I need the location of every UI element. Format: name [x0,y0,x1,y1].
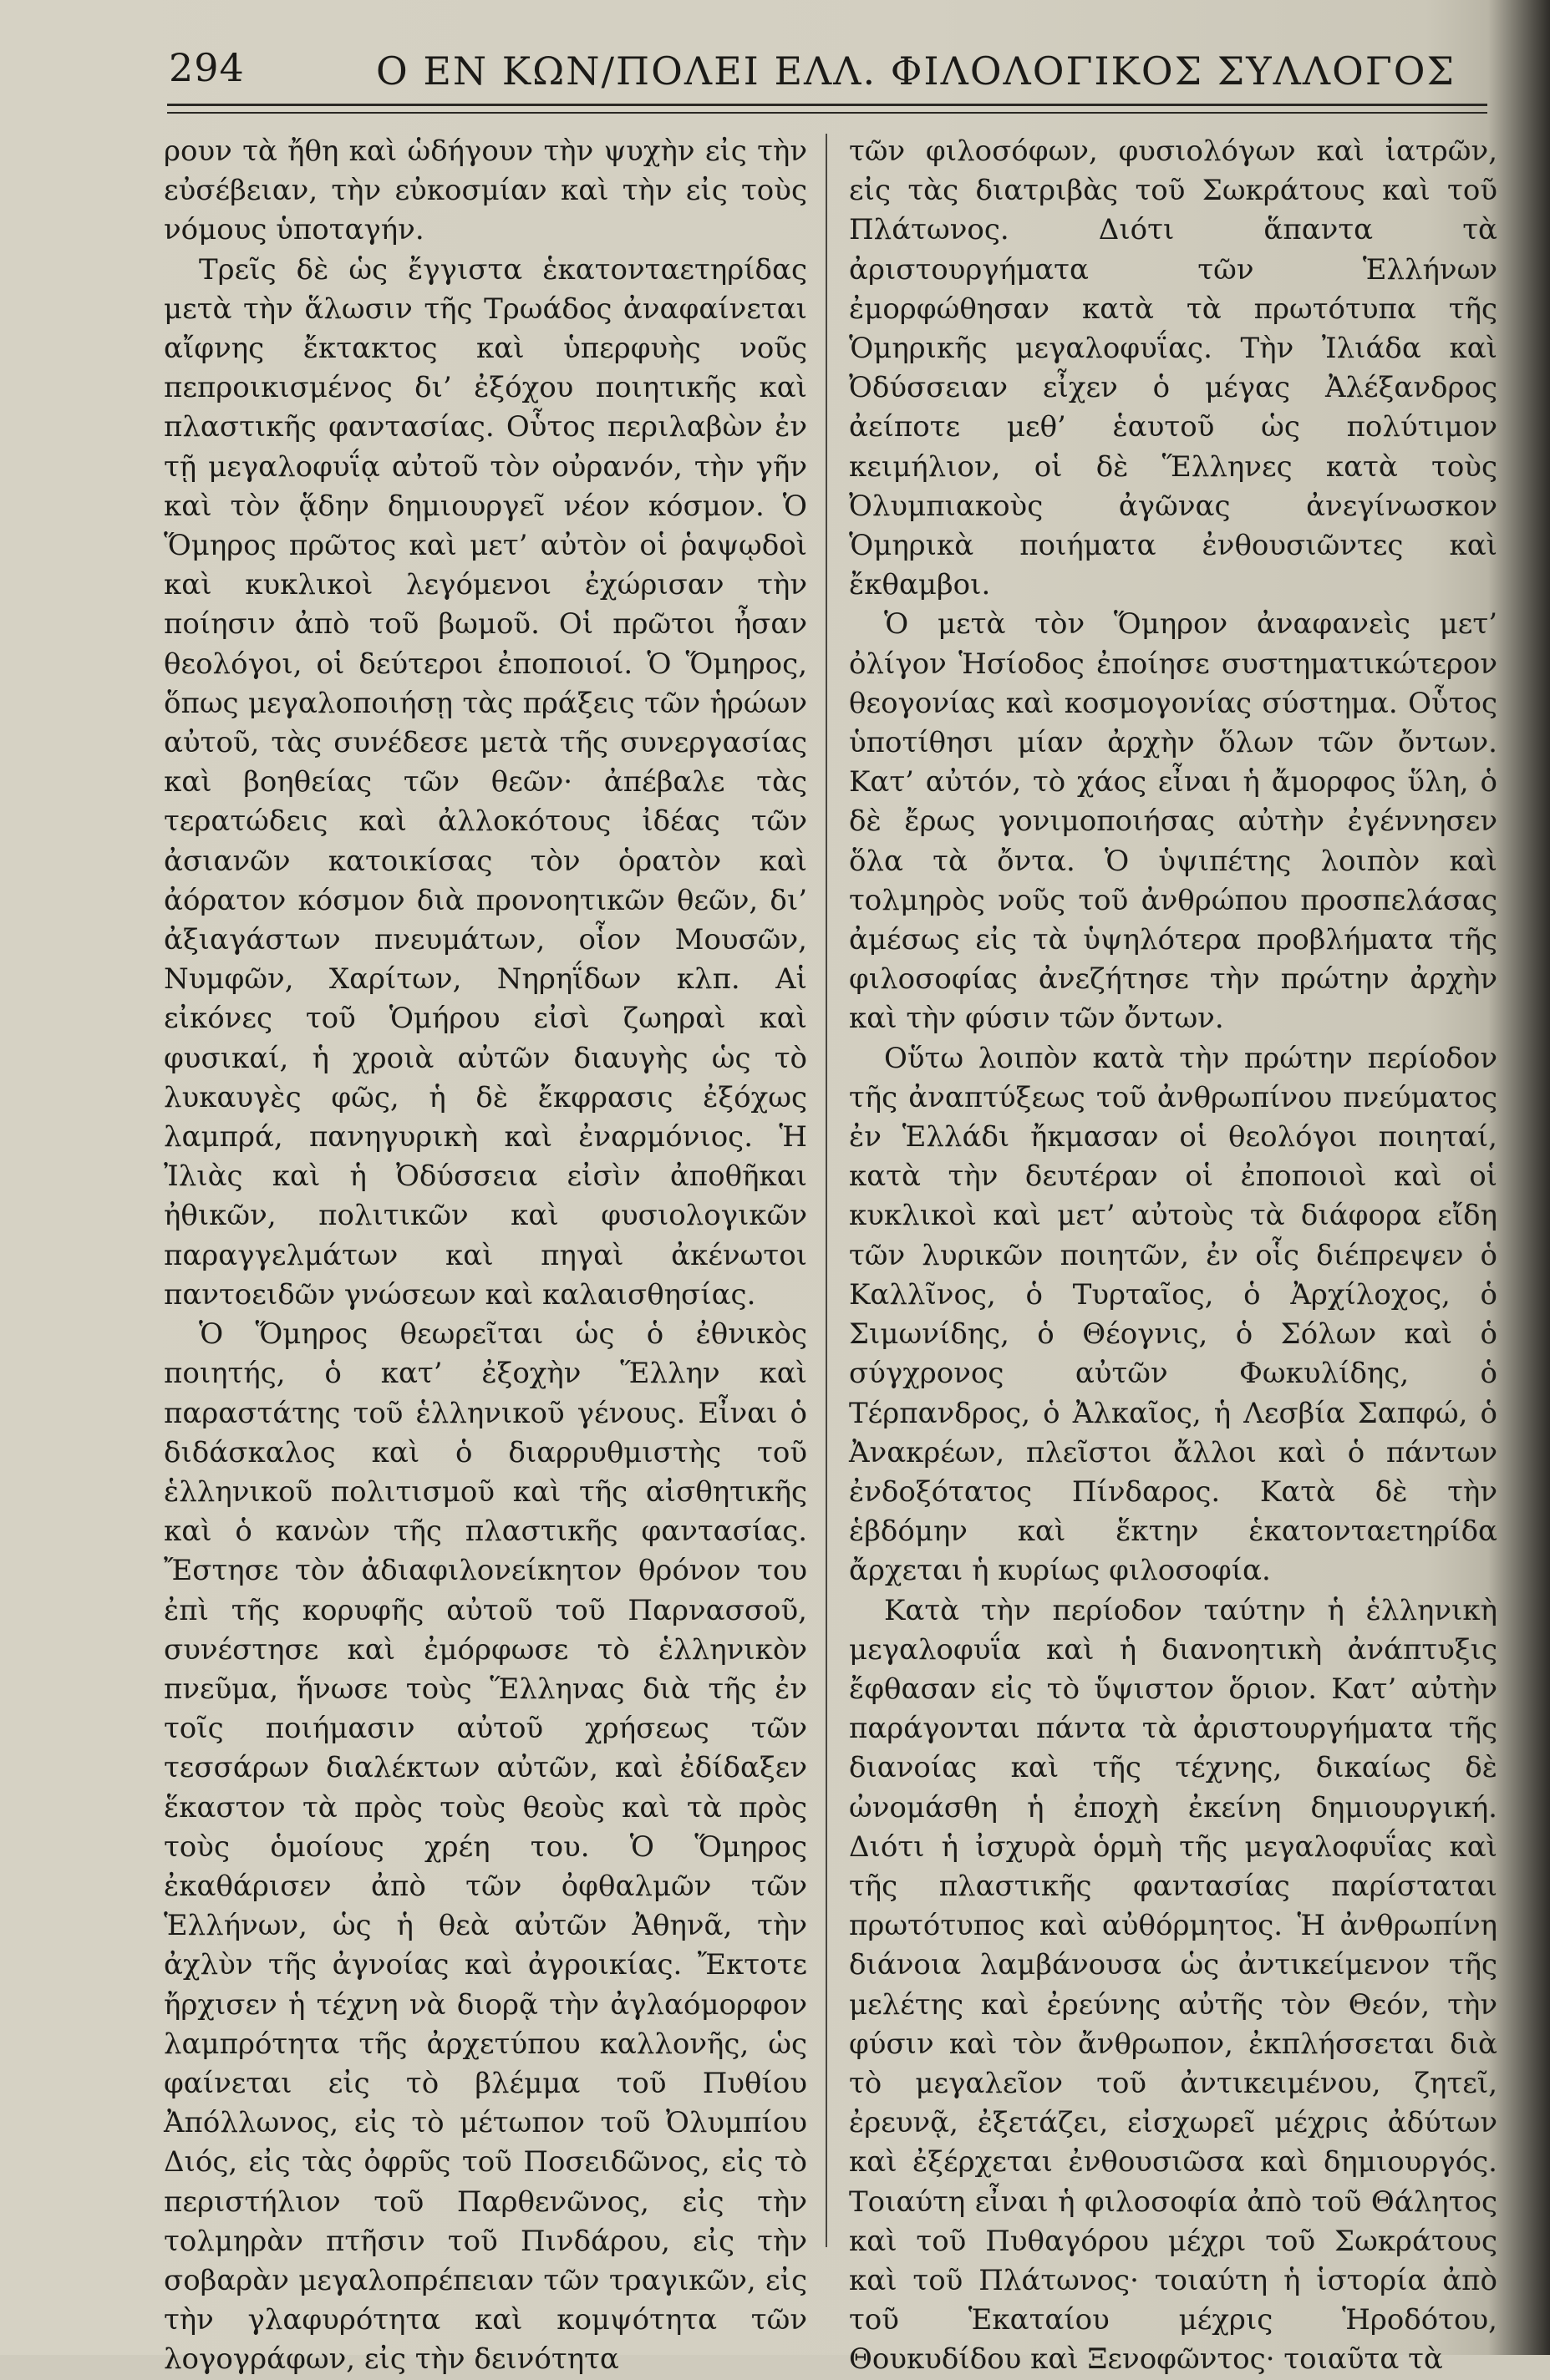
header-rule [167,104,1487,106]
paragraph: τῶν φιλοσόφων, φυσιολόγων καὶ ἰατρῶν, εἰς τὰς διατριβὰς τοῦ Σωκράτους καὶ τοῦ Πλάτωνος. Διότι ἅπαντα τὰ ἀριστουργήματα τῶν Ἑλλήνων ἐμορφώθησαν κατὰ τὰ πρωτότυπα τῆς Ὁμηρικῆς μεγαλοφυΐας. Τὴν Ἰλιάδα καὶ Ὀδύσσειαν εἶχεν ὁ μέγας Ἀλέξανδρος ἀείποτε μεθ’ ἑαυτοῦ ὡς πολύτιμον κειμήλιον, οἱ δὲ Ἕλληνες κατὰ τοὺς Ὀλυμπιακοὺς ἀγῶνας ἀνεγίνωσκον Ὁμηρικὰ ποιήματα ἐνθουσιῶντες καὶ ἔκθαμβοι. [849,134,1497,602]
header-rule-double [167,112,1487,114]
page-number: 294 [169,45,245,90]
paragraph: Κατὰ τὴν περίοδον ταύτην ἡ ἑλληνικὴ μεγαλοφυΐα καὶ ἡ διανοητικὴ ἀνάπτυξις ἔφθασαν εἰς τὸ ὕψιστον ὅριον. Κατ’ αὐτὴν παράγονται πάντα τὰ ἀριστουργήματα τῆς διανοίας καὶ τῆς τέχνης, δικαίως δὲ ὠνομάσθη ἡ ἐποχὴ ἐκείνη δημιουργική. Διότι ἡ ἰσχυρὰ ὁρμὴ τῆς μεγαλοφυΐας καὶ τῆς πλαστικῆς φαντασίας παρίσταται πρωτότυπος καὶ αὐθόρμητος. Ἡ ἀνθρωπίνη διάνοια λαμβάνουσα ὡς ἀντικείμενον τῆς μελέτης καὶ ἐρεύνης αὐτῆς τὸν Θεόν, τὴν φύσιν καὶ τὸν ἄνθρωπον, ἐκπλήσσεται διὰ τὸ μεγαλεῖον τοῦ ἀντικειμένου, ζητεῖ, ἐρευνᾷ, ἐξετάζει, εἰσχωρεῖ μέχρις ἀδύτων καὶ ἐξέρχεται ἐνθουσιῶσα καὶ δημιουργός. Τοιαύτη εἶναι ἡ φιλοσοφία ἀπὸ τοῦ Θάλητος καὶ τοῦ Πυθαγόρου μέχρι τοῦ Σωκράτους καὶ τοῦ Πλάτωνος· τοιαύτη ἡ ἱστορία ἀπὸ τοῦ Ἑκαταίου μέχρις Ἡροδότου, Θουκυδίδου καὶ Ξενοφῶντος· τοιαῦτα τὰ [849,1593,1497,2377]
page-header [159,40,1471,107]
paragraph: Ὁ μετὰ τὸν Ὅμηρον ἀναφανεὶς μετ’ ὀλίγον Ἡσίοδος ἐποίησε συστηματικώτερον θεογονίας καὶ κοσμογονίας σύστημα. Οὗτος ὑποτίθησι μίαν ἀρχὴν ὅλων τῶν ὄντων. Κατ’ αὐτόν, τὸ χάος εἶναι ἡ ἄμορφος ὕλη, ὁ δὲ ἔρως γονιμοποιήσας αὐτὴν ἐγέννησεν ὅλα τὰ ὄντα. Ὁ ὑψιπέτης λοιπὸν καὶ τολμηρὸς νοῦς τοῦ ἀνθρώπου προσπελάσας ἀμέσως εἰς τὰ ὑψηλότερα προβλήματα τῆς φιλοσοφίας ἀνεζήτησε τὴν πρώτην ἀρχὴν καὶ τὴν φύσιν τῶν ὄντων. [849,607,1497,1036]
running-title: Ο ΕΝ ΚΩΝ/ΠΟΛΕΙ ΕΛΛ. ΦΙΛΟΛΟΓΙΚΟΣ ΣΥΛΛΟΓΟΣ [376,48,1456,94]
paragraph: Ὁ Ὅμηρος θεωρεῖται ὡς ὁ ἐθνικὸς ποιητής, ὁ κατ’ ἐξοχὴν Ἕλλην καὶ παραστάτης τοῦ ἑλληνικοῦ γένους. Εἶναι ὁ διδάσκαλος καὶ ὁ διαρρυθμιστὴς τοῦ ἑλληνικοῦ πολιτισμοῦ καὶ τῆς αἰσθητικῆς καὶ ὁ κανὼν τῆς πλαστικῆς φαντασίας. Ἔστησε τὸν ἀδιαφιλονείκητον θρόνον του ἐπὶ τῆς κορυφῆς αὐτοῦ τοῦ Παρνασσοῦ, συνέστησε καὶ ἐμόρφωσε τὸ ἑλληνικὸν πνεῦμα, ἥνωσε τοὺς Ἕλληνας διὰ τῆς ἐν τοῖς ποιήμασιν αὐτοῦ χρήσεως τῶν τεσσάρων διαλέκτων αὐτῶν, καὶ ἐδίδαξεν ἕκαστον τὰ πρὸς τοὺς θεοὺς καὶ τὰ πρὸς τοὺς ὁμοίους χρέη του. Ὁ Ὅμηρος ἐκαθάρισεν ἀπὸ τῶν ὀφθαλμῶν τῶν Ἑλλήνων, ὡς ἡ θεὰ αὐτῶν Ἀθηνᾶ, τὴν ἀχλὺν τῆς ἀγνοίας καὶ ἀγροικίας. Ἔκτοτε ἤρχισεν ἡ τέχνη νὰ διορᾷ τὴν ἀγλαόμορφον λαμπρότητα τῆς ἀρχετύπου καλλονῆς, ὡς φαίνεται εἰς τὸ βλέμμα τοῦ Πυθίου Ἀπόλλωνος, εἰς τὸ μέτωπον τοῦ Ὀλυμπίου Διός, εἰς τὰς ὀφρῦς τοῦ Ποσειδῶνος, εἰς τὸ περιστήλιον τοῦ Παρθενῶνος, εἰς τὴν τολμηρὰν πτῆσιν τοῦ Πινδάρου, εἰς τὴν σοβαρὰν μεγαλοπρέπειαν τῶν τραγικῶν, εἰς τὴν γλαφυρότητα καὶ κομψότητα τῶν λογογράφων, εἰς τὴν δεινότητα [164,1317,807,2377]
left-column [164,132,807,2380]
paragraph: Οὕτω λοιπὸν κατὰ τὴν πρώτην περίοδον τῆς ἀναπτύξεως τοῦ ἀνθρωπίνου πνεύματος ἐν Ἑλλάδι ἤκμασαν οἱ θεολόγοι ποιηταί, κατὰ τὴν δευτέραν οἱ ἐποποιοὶ καὶ οἱ κυκλικοὶ καὶ μετ’ αὐτοὺς τὰ διάφορα εἴδη τῶν λυρικῶν ποιητῶν, ἐν οἷς διέπρεψεν ὁ Καλλῖνος, ὁ Τυρταῖος, ὁ Ἀρχίλοχος, ὁ Σιμωνίδης, ὁ Θέογνις, ὁ Σόλων καὶ ὁ σύγχρονος αὐτῶν Φωκυλίδης, ὁ Τέρπανδρος, ὁ Ἀλκαῖος, ἡ Λεσβία Σαπφώ, ὁ Ἀνακρέων, πλεῖστοι ἄλλοι καὶ ὁ πάντων ἐνδοξότατος Πίνδαρος. Κατὰ δὲ τὴν ἑβδόμην καὶ ἕκτην ἑκατονταετηρίδα ἄρχεται ἡ κυρίως φιλοσοφία. [849,1041,1497,1588]
column-divider [826,134,827,2247]
paragraph: ρουν τὰ ἤθη καὶ ὡδήγουν τὴν ψυχὴν εἰς τὴν εὐσέβειαν, τὴν εὐκοσμίαν καὶ τὴν εἰς τοὺς νόμους ὑποταγήν. [164,134,807,247]
paragraph: Τρεῖς δὲ ὡς ἔγγιστα ἑκατονταετηρίδας μετὰ τὴν ἅλωσιν τῆς Τρωάδος ἀναφαίνεται αἴφνης ἔκτακτος καὶ ὑπερφυὴς νοῦς πεπροικισμένος δι’ ἐξόχου ποιητικῆς καὶ πλαστικῆς φαντασίας. Οὗτος περιλαβὼν ἐν τῇ μεγαλοφυΐᾳ αὐτοῦ τὸν οὐρανόν, τὴν γῆν καὶ τὸν ᾅδην δημιουργεῖ νέον κόσμον. Ὁ Ὅμηρος πρῶτος καὶ μετ’ αὐτὸν οἱ ῥαψῳδοὶ καὶ κυκλικοὶ λεγόμενοι ἐχώρισαν τὴν ποίησιν ἀπὸ τοῦ βωμοῦ. Οἱ πρῶτοι ἦσαν θεολόγοι, οἱ δεύτεροι ἐποποιοί. Ὁ Ὅμηρος, ὅπως μεγαλοποιήσῃ τὰς πράξεις τῶν ἡρώων αὐτοῦ, τὰς συνέδεσε μετὰ τῆς συνεργασίας καὶ βοηθείας τῶν θεῶν· ἀπέβαλε τὰς τερατώδεις καὶ ἀλλοκότους ἰδέας τῶν ἀσιανῶν κατοικίσας τὸν ὁρατὸν καὶ ἀόρατον κόσμον διὰ προνοητικῶν θεῶν, δι’ ἀξιαγάστων πνευμάτων, οἷον Μουσῶν, Νυμφῶν, Χαρίτων, Νηρηΐδων κλπ. Αἱ εἰκόνες τοῦ Ὁμήρου εἰσὶ ζωηραὶ καὶ φυσικαί, ἡ χροιὰ αὐτῶν διαυγὴς ὡς τὸ λυκαυγὲς φῶς, ἡ δὲ ἔκφρασις ἐξόχως λαμπρά, πανηγυρικὴ καὶ ἐναρμόνιος. Ἡ Ἰλιὰς καὶ ἡ Ὀδύσσεια εἰσὶν ἀποθῆκαι ἠθικῶν, πολιτικῶν καὶ φυσιολογικῶν παραγγελμάτων καὶ πηγαὶ ἀκένωτοι παντοειδῶν γνώσεων καὶ καλαισθησίας. [164,252,807,1312]
right-column [849,132,1497,2380]
